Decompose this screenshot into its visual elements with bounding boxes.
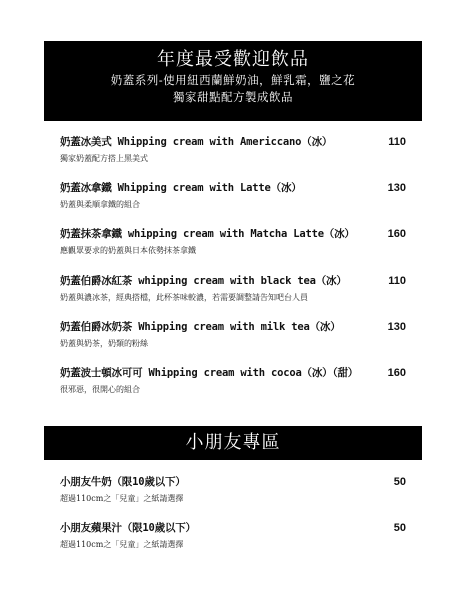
menu-item [60,181,406,211]
item-description: 奶蓋與濃冰茶，經典搭檔，此杯茶味較濃，若需要調整請告知吧台人員 [60,293,308,302]
item-name: 奶蓋冰美式 Whipping cream with Americcano（冰） [60,136,333,148]
menu-item [60,475,406,505]
item-price: 50 [393,522,406,534]
item-name: 小朋友蘋果汁（限10歲以下） [60,522,196,534]
menu-item [60,135,406,165]
item-name: 奶蓋冰拿鐵 Whipping cream with Latte（冰） [60,182,302,194]
section-title: 年度最受歡迎飲品 [157,49,309,70]
item-description: 獨家奶蓋配方搭上黑美式 [60,154,148,163]
item-price: 160 [387,367,406,379]
menu-item [60,227,406,257]
section-subtitle: 獨家甜點配方製成飲品 [173,90,293,104]
item-price: 160 [387,228,406,240]
item-name: 奶蓋抹茶拿鐵 whipping cream with Matcha Latte（冰） [60,228,355,240]
item-description: 超過110cm之「兒童」之紙請選擇 [60,540,184,549]
item-price: 130 [387,321,406,333]
item-price: 110 [388,136,406,148]
item-price: 50 [393,476,406,488]
section-title: 小朋友專區 [185,432,281,453]
item-price: 110 [388,275,406,287]
item-description: 應觀眾要求的奶蓋與日本依勢抹茶拿鐵 [60,246,196,255]
menu-item [60,274,406,304]
item-description: 超過110cm之「兒童」之紙請選擇 [60,494,184,503]
item-description: 奶蓋與柔順拿鐵的組合 [60,200,140,209]
menu-item [60,521,406,551]
section-subtitle: 奶蓋系列-使用紐西蘭鮮奶油，鮮乳霜，鹽之花 [110,73,356,87]
item-name: 奶蓋伯爵冰奶茶 Whipping cream with milk tea（冰） [60,321,341,333]
item-description: 很邪惡，很開心的組合 [60,385,140,394]
popular-section-header [44,41,422,121]
kids-section-header [44,426,422,460]
item-name: 奶蓋伯爵冰紅茶 whipping cream with black tea（冰） [60,275,347,287]
menu-item [60,366,406,396]
menu-item [60,320,406,350]
item-price: 130 [387,182,406,194]
item-description: 奶蓋與奶茶，奶類的粉絲 [60,339,148,348]
item-name: 小朋友牛奶（限10歲以下） [60,476,186,488]
item-name: 奶蓋波士頓冰可可 Whipping cream with cocoa（冰）（甜） [60,367,359,379]
